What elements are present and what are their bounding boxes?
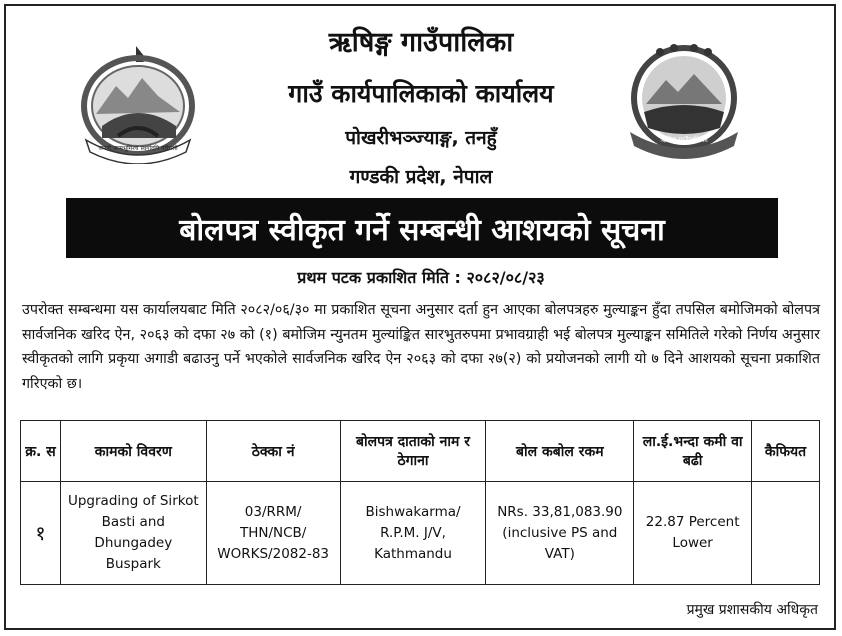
col-header-description: कामको विवरण [60,421,206,482]
signature-designation: प्रमुख प्रशासकीय अधिकृत [686,602,818,618]
notice-title-banner [66,198,778,258]
municipality-name: ऋषिङ्ग गाउँपालिका [328,27,514,58]
col-header-variance: ला.ई.भन्दा कमी वा बढी [634,421,752,482]
province-line: गण्डकी प्रदेश, नेपाल [349,166,493,188]
table-header-row [21,421,820,482]
cell-bidder: Bishwakarma/ R.P.M. J/V, Kathmandu [340,482,486,585]
col-header-remarks: कैफियत [752,421,820,482]
notice-title: बोलपत्र स्वीकृत गर्ने सम्बन्धी आशयको सूचना [179,212,665,248]
cell-description: Upgrading of Sirkot Basti and Dhungadey Buspark [60,482,206,585]
office-address: पोखरीभञ्ज्याङ्ग, तनहुँ [345,127,497,149]
table-row [21,482,820,585]
office-name: गाउँ कार्यपालिकाको कार्यालय [288,79,554,108]
cell-sn: १ [21,482,61,585]
left-emblem-caption: जननी जन्मभूमिश्च स्वर्गादपि गरीयसी [98,145,178,152]
cell-remarks [752,482,820,585]
col-header-contract-no: ठेक्का नं [206,421,340,482]
bid-table [20,420,820,585]
publication-date: प्रथम पटक प्रकाशित मिति : २०८२/०८/२३ [297,268,545,287]
notice-body-text: उपरोक्त सम्बन्धमा यस कार्यालयबाट मिति २०८२/०६/३० मा प्रकाशित सूचना अनुसार दर्ता हुन आएका बोलपत्रहरु मुल्याङ्कन हुँदा तपसिल बमोजिमको बोलपत्र सार्वजनिक खरिद ऐन, २०६३ को दफा २७ को (१) बमोजिम न्युनतम मुल्यांङ्कित सारभुतरुपमा प्रभावग्राही भई बोलपत्र मुल्याङ्कन समितिले गरेको निर्णय अनुसार स्वीकृतको लागि प्रकृया अगाडी बढाउनु पर्ने भएकोले सार्वजनिक खरिद ऐन २०६३ को दफा २७(२) को प्रयोजनको लागी यो ७ दिने आशयको सूचना प्रकाशित गरिएको छ। [22,302,821,392]
cell-bid-amount: NRs. 33,81,083.90 (inclusive PS and VAT) [486,482,634,585]
col-header-bidder: बोलपत्र दाताको नाम र ठेगाना [340,421,486,482]
col-header-sn: क्र. स [21,421,61,482]
cell-contract-no: 03/RRM/ THN/NCB/ WORKS/2082-83 [206,482,340,585]
right-emblem-caption: ऋषिङ्ग गाउँपालिका [660,136,708,144]
cell-variance: 22.87 Percent Lower [634,482,752,585]
col-header-bid-amount: बोल कबोल रकम [486,421,634,482]
